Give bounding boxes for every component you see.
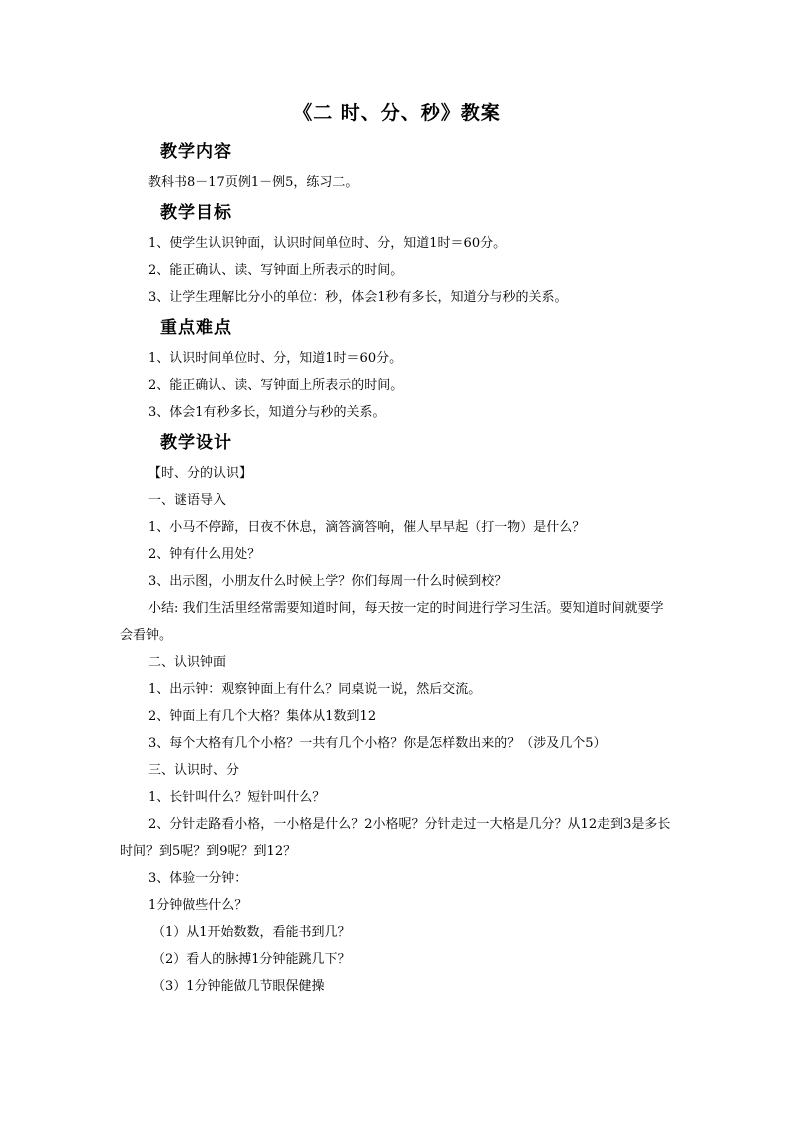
list-item: （3）1分钟能做几节眼保健操	[152, 979, 325, 994]
document-body	[120, 135, 676, 1000]
paragraph: 2、钟面上有几个大格？集体从1数到12	[148, 709, 377, 724]
paragraph: 小结: 我们生活里经常需要知道时间，每天按一定的时间进行学习生活。要知道时间就要学会看钟。	[120, 601, 664, 643]
paragraph: 2、能正确认、读、写钟面上所表示的时间。	[148, 263, 404, 278]
paragraph: 1、长针叫什么？短针叫什么？	[148, 790, 326, 805]
paragraph: 1、小马不停蹄，日夜不休息，滴答滴答响，催人早早起（打一物）是什么？	[148, 520, 586, 535]
paragraph: 1、认识时间单位时、分，知道1时＝60分。	[148, 351, 403, 366]
paragraph: 【时、分的认识】	[148, 466, 253, 481]
paragraph: 3、体会1有秒多长，知道分与秒的关系。	[148, 405, 386, 420]
paragraph: 1分钟做些什么？	[148, 898, 248, 913]
paragraph: 一、谜语导入	[148, 493, 227, 508]
paragraph: 三、认识时、分	[148, 763, 240, 778]
section-heading-key-points: 重点难点	[160, 318, 232, 338]
paragraph: 二、认识钟面	[148, 655, 227, 670]
section-heading-teaching-goals: 教学目标	[160, 203, 232, 223]
list-item: （1）从1开始数数，看能书到几？	[152, 925, 351, 940]
paragraph: 2、能正确认、读、写钟面上所表示的时间。	[148, 378, 404, 393]
paragraph: 1、使学生认识钟面，认识时间单位时、分，知道1时＝60分。	[148, 236, 507, 251]
section-heading-teaching-design: 教学设计	[160, 433, 232, 453]
paragraph: 3、出示图，小朋友什么时候上学？你们每周一什么时候到校？	[148, 574, 508, 589]
paragraph: 3、每个大格有几个小格？一共有几个小格？你是怎样数出来的？（涉及几个5）	[148, 736, 607, 751]
section-heading-teaching-content: 教学内容	[160, 142, 232, 162]
paragraph: 2、钟有什么用处？	[148, 547, 261, 562]
paragraph: 教科书8－17页例1－例5，练习二。	[148, 175, 359, 190]
paragraph: 2、分针走路看小格，一小格是什么？2小格呢？分针走过一大格是几分？从12走到3是多长时间？到5呢？到9呢？到12？	[120, 817, 671, 859]
paragraph: 3、体验一分钟：	[148, 871, 248, 886]
document-title: 《二 时、分、秒》教案	[293, 102, 501, 124]
list-item: （2）看人的脉搏1分钟能跳几下？	[152, 952, 351, 967]
paragraph: 1、出示钟：观察钟面上有什么？同桌说一说，然后交流。	[148, 682, 482, 697]
paragraph: 3、让学生理解比分小的单位：秒，体会1秒有多长，知道分与秒的关系。	[148, 290, 568, 305]
